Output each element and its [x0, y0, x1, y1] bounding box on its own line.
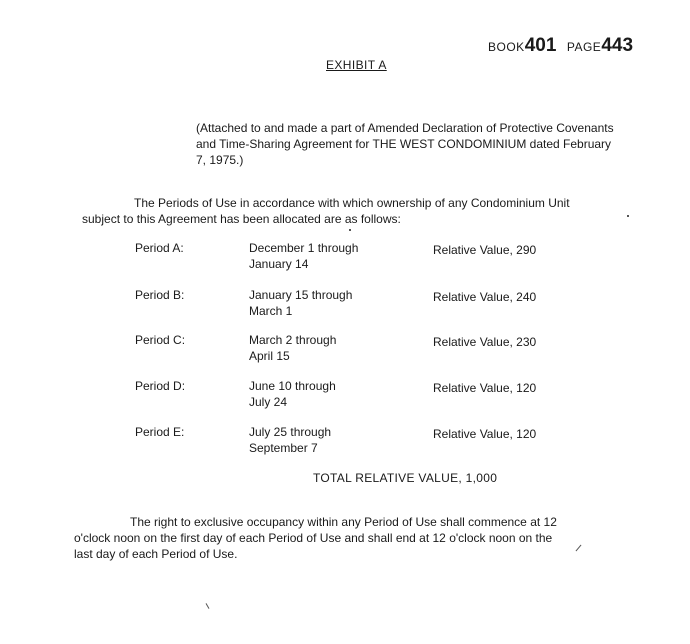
book-number: 401	[524, 35, 557, 56]
scan-speck	[349, 229, 351, 231]
period-name: Period B:	[135, 288, 185, 302]
period-name: Period E:	[135, 425, 185, 439]
period-dates-line2: April 15	[249, 349, 290, 363]
book-label: BOOK	[488, 40, 525, 54]
period-value: Relative Value, 290	[433, 243, 537, 257]
attached-note: (Attached to and made a part of Amended Declaration of Protective Covenants and Time-Sharing Agreement for THE WEST CONDOMINIUM dated February 7, 1975.)	[196, 121, 614, 167]
scan-speck	[576, 545, 582, 552]
period-dates-line1: December 1 through	[249, 241, 359, 255]
period-dates-line1: March 2 through	[249, 333, 337, 347]
scan-speck	[627, 215, 629, 217]
period-dates	[249, 240, 389, 272]
exhibit-title: EXHIBIT A	[326, 58, 387, 72]
period-dates	[249, 424, 389, 456]
period-dates	[249, 378, 389, 410]
page-number: 443	[601, 35, 634, 56]
period-dates-line2: January 14	[249, 257, 309, 271]
period-row-d	[0, 378, 690, 412]
period-dates-line1: July 25 through	[249, 425, 332, 439]
total-relative-value: TOTAL RELATIVE VALUE, 1,000	[313, 471, 498, 485]
period-row-b	[0, 287, 690, 321]
intro-paragraph: The Periods of Use in accordance with which ownership of any Condominium Unit subject to this Agreement has been allocated are as follows:	[82, 196, 570, 226]
scan-speck	[206, 603, 210, 609]
period-dates	[249, 287, 389, 319]
period-value: Relative Value, 240	[433, 290, 537, 304]
period-dates	[249, 332, 389, 364]
period-name: Period C:	[135, 333, 186, 347]
period-row-e	[0, 424, 690, 458]
period-row-c	[0, 332, 690, 366]
period-dates-line2: July 24	[249, 395, 288, 409]
period-value: Relative Value, 120	[433, 381, 537, 395]
period-name: Period D:	[135, 379, 186, 393]
period-value: Relative Value, 230	[433, 335, 537, 349]
page-label: PAGE	[566, 40, 602, 54]
period-row-a	[0, 240, 690, 274]
period-dates-line1: June 10 through	[249, 379, 336, 393]
period-value: Relative Value, 120	[433, 427, 537, 441]
period-dates-line2: September 7	[249, 441, 318, 455]
book-page-reference	[488, 35, 633, 57]
period-dates-line2: March 1	[249, 304, 293, 318]
period-name: Period A:	[135, 241, 184, 255]
period-dates-line1: January 15 through	[249, 288, 353, 302]
occupancy-paragraph: The right to exclusive occupancy within any Period of Use shall commence at 12 o'clock noon on the first day of each Period of Use and shall end at 12 o'clock noon on the last day of each Period of Use.	[74, 515, 557, 561]
